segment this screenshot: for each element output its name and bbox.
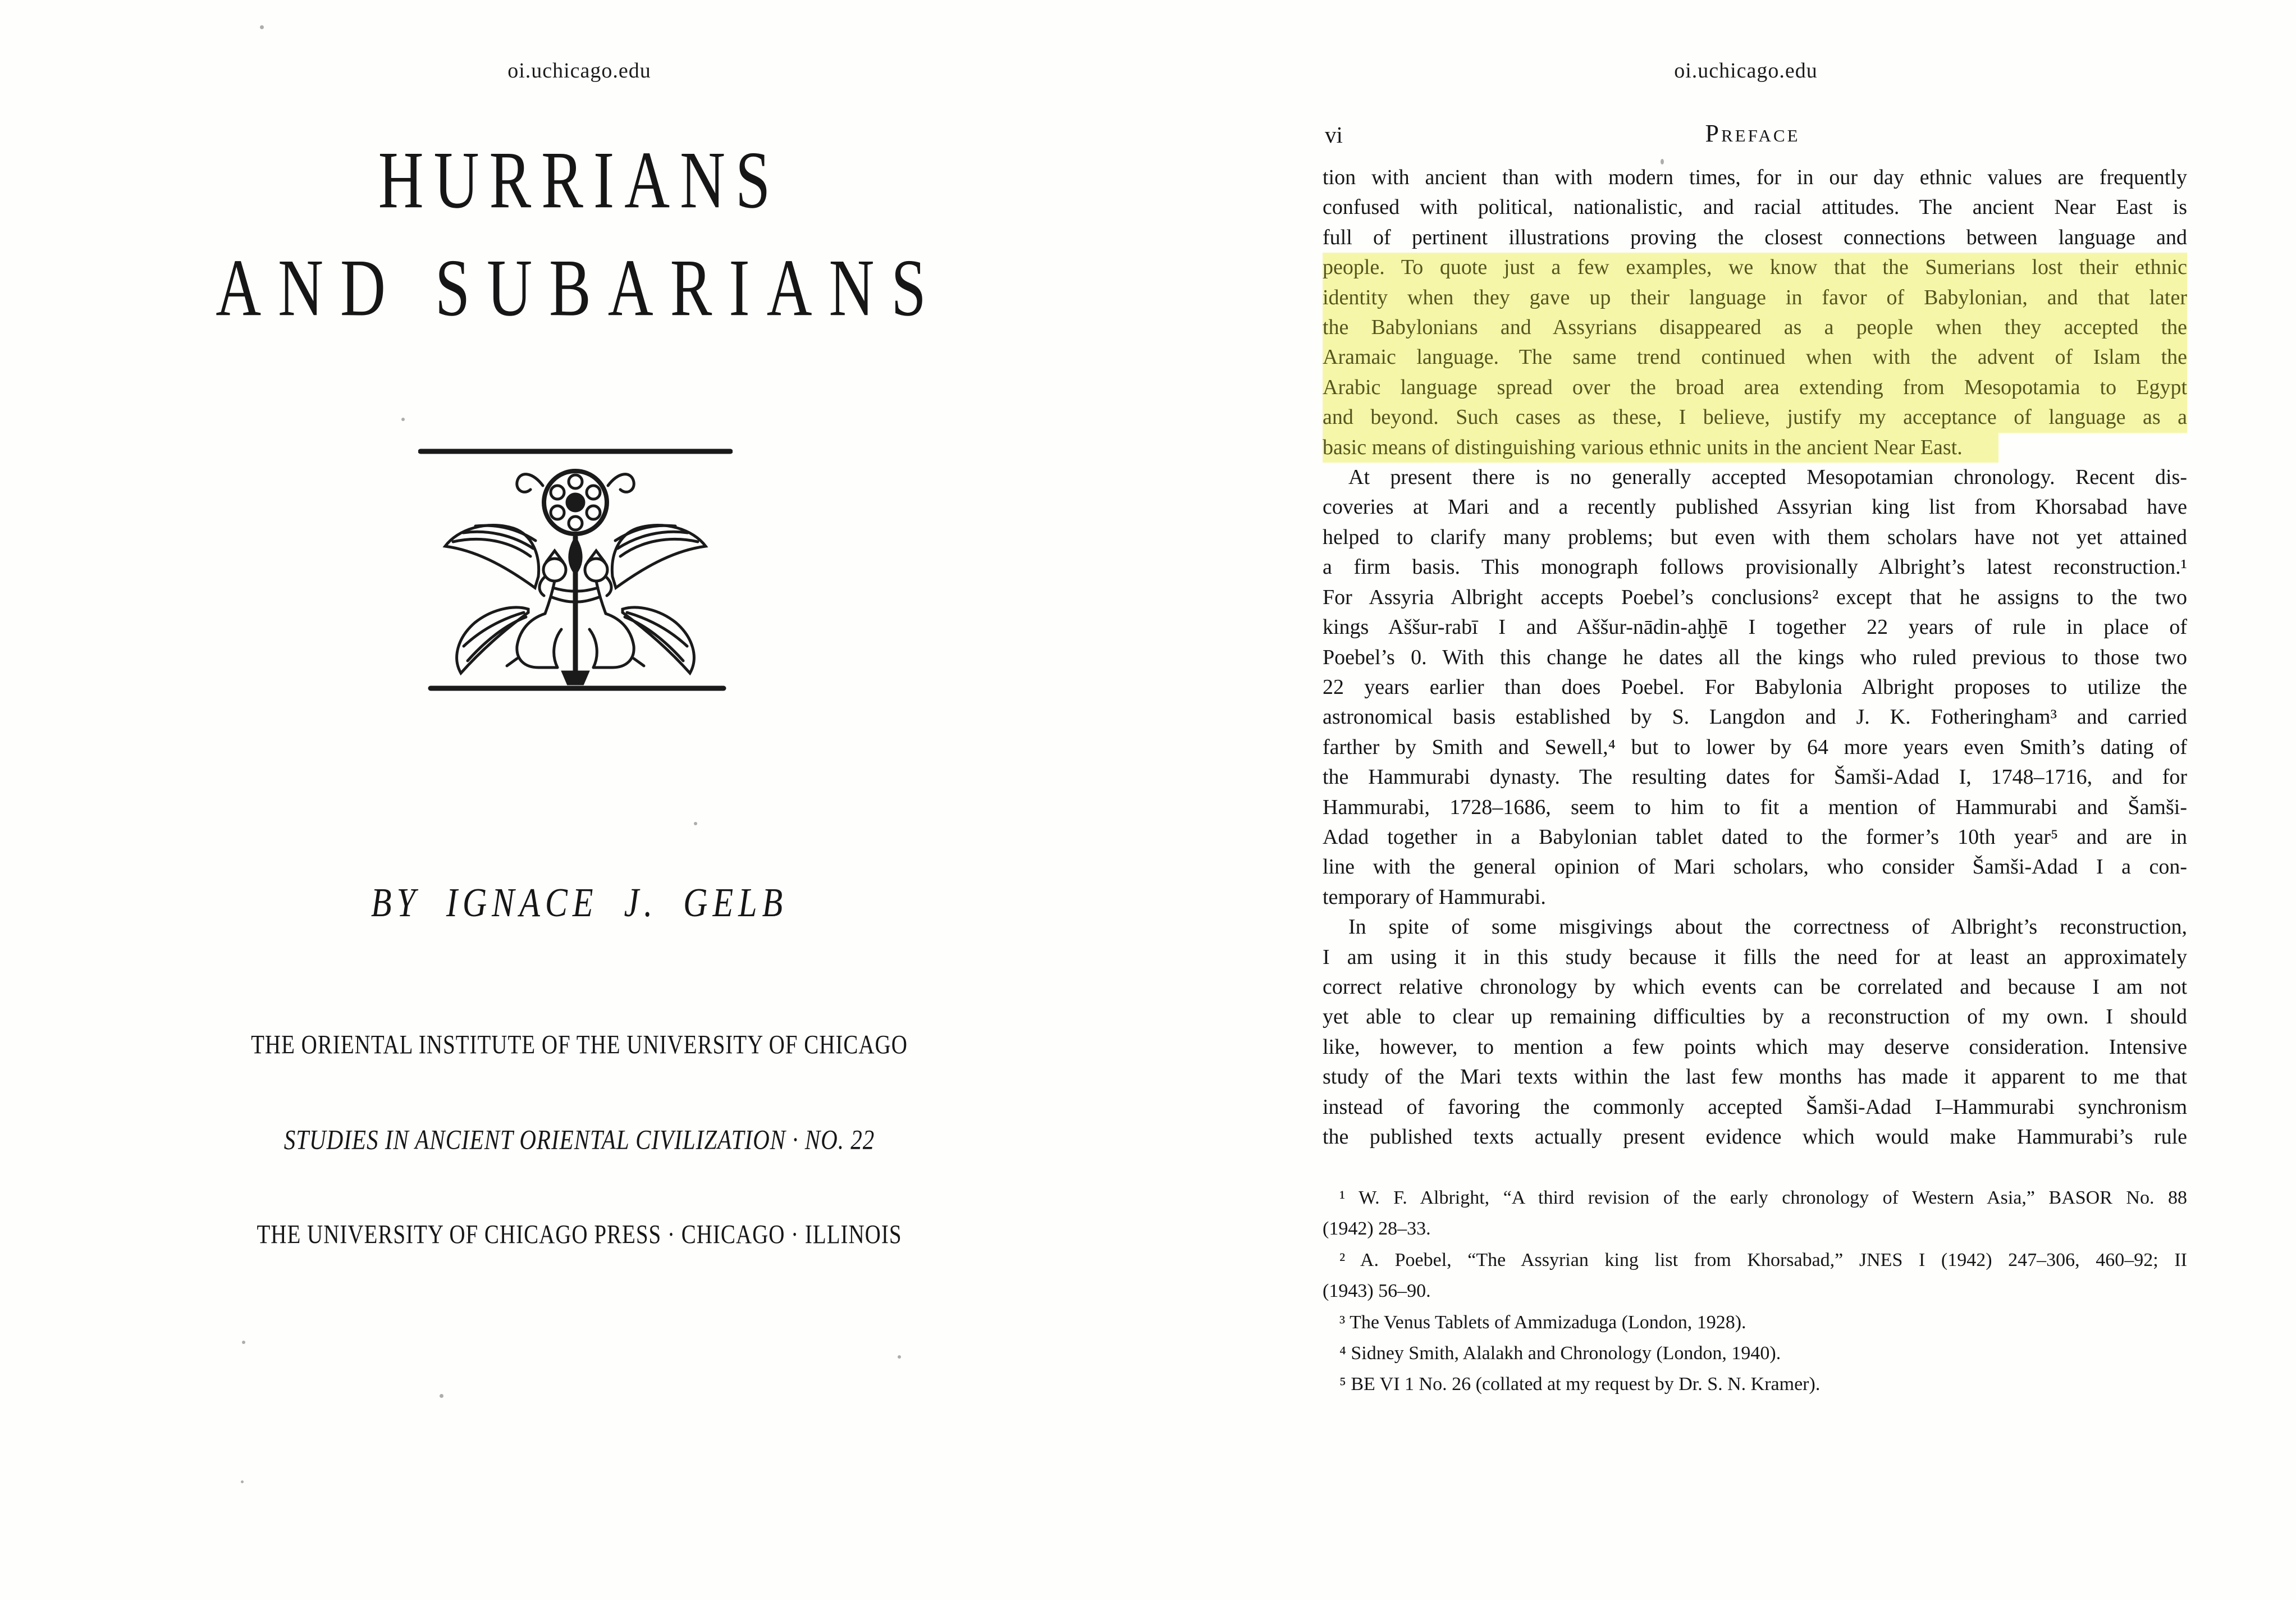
text-line: study of the Mari texts within the last few months has made it apparent to me that bbox=[1323, 1065, 2187, 1089]
scan-speck bbox=[401, 418, 405, 421]
text-line: the Hammurabi dynasty. The resulting dates for Šamši-Adad I, 1748–1716, and for bbox=[1323, 765, 2187, 789]
watermark-right: oi.uchicago.edu bbox=[1674, 59, 1818, 83]
text-line: Arabic language spread over the broad area extending from Mesopotamia to Egypt bbox=[1323, 373, 2187, 403]
text-line: ² A. Poebel, “The Assyrian king list from Khorsabad,” JNES I (1942) 247–306, 460–92; II bbox=[1339, 1249, 2187, 1270]
publisher-line: THE UNIVERSITY OF CHICAGO PRESS · CHICAGO · ILLINOIS bbox=[257, 1220, 902, 1250]
text-line bbox=[1323, 433, 2187, 463]
scan-speck bbox=[242, 1341, 245, 1344]
scan-speck bbox=[898, 1355, 901, 1359]
text-line: ⁵ BE VI 1 No. 26 (collated at my request by Dr. S. N. Kramer). bbox=[1339, 1374, 1821, 1395]
scan-speck bbox=[440, 1394, 443, 1398]
text-line: ⁴ Sidney Smith, Alalakh and Chronology (London, 1940). bbox=[1339, 1343, 1781, 1364]
text-line: confused with political, nationalistic, and racial attitudes. The ancient Near East is bbox=[1323, 195, 2187, 220]
text-line: At present there is no generally accepted Mesopotamian chronology. Recent dis- bbox=[1348, 465, 2187, 490]
text-line: a firm basis. This monograph follows provisionally Albright’s latest reconstruction.¹ bbox=[1323, 555, 2187, 579]
text-line: astronomical basis established by S. Langdon and J. K. Fotheringham³ and carried bbox=[1323, 705, 2187, 729]
series-line: STUDIES IN ANCIENT ORIENTAL CIVILIZATION · NO. 22 bbox=[283, 1123, 875, 1155]
preface-body-text bbox=[1323, 163, 2187, 1152]
text-line: yet able to clear up remaining difficulties by a reconstruction of my own. I should bbox=[1323, 1005, 2187, 1029]
text-line: kings Aššur-rabī I and Aššur-nādin-aḫḫē I together 22 years of rule in place of bbox=[1323, 615, 2187, 639]
text-line: tion with ancient than with modern times, for in our day ethnic values are frequently bbox=[1323, 166, 2187, 189]
page-number: vi bbox=[1325, 122, 1343, 148]
text-line: Poebel’s 0. With this change he dates all the kings who ruled previous to those two bbox=[1323, 645, 2187, 669]
text-line: temporary of Hammurabi. bbox=[1323, 885, 1546, 909]
text-line: people. To quote just a few examples, we know that the Sumerians lost their ethnic bbox=[1323, 253, 2187, 282]
text-line: ³ The Venus Tablets of Ammizaduga (London, 1928). bbox=[1339, 1311, 1746, 1333]
text-line: farther by Smith and Sewell,⁴ but to lower by 64 more years even Smith’s dating of bbox=[1323, 735, 2187, 759]
institute-line: THE ORIENTAL INSTITUTE OF THE UNIVERSITY OF CHICAGO bbox=[251, 1030, 908, 1060]
winged-genies-emblem-icon bbox=[418, 446, 733, 693]
text-line: like, however, to mention a few points which may deserve consideration. Intensive bbox=[1323, 1035, 2187, 1059]
author-byline: BY IGNACE J. GELB bbox=[371, 880, 788, 925]
highlighted-text: basic means of distinguishing various ethnic units in the ancient Near East. bbox=[1323, 433, 1998, 463]
text-line: Hammurabi, 1728–1686, seem to him to fit a mention of Hammurabi and Šamši- bbox=[1323, 795, 2187, 819]
text-line: coveries at Mari and a recently published Assyrian king list from Khorsabad have bbox=[1323, 495, 2187, 519]
text-line: line with the general opinion of Mari scholars, who consider Šamši-Adad I a con- bbox=[1323, 855, 2187, 879]
text-line: Adad together in a Babylonian tablet dated to the former’s 10th year⁵ and are in bbox=[1323, 825, 2187, 849]
text-line: full of pertinent illustrations proving the closest connections between language and bbox=[1323, 225, 2187, 249]
text-line: (1942) 28–33. bbox=[1323, 1218, 1431, 1240]
text-line: I am using it in this study because it fills the need for at least an approximately bbox=[1323, 945, 2187, 969]
text-line: Aramaic language. The same trend continued when with the advent of Islam the bbox=[1323, 342, 2187, 372]
preface-heading: Preface bbox=[1705, 120, 1800, 147]
text-line: and beyond. Such cases as these, I believe, justify my acceptance of language as a bbox=[1323, 403, 2187, 432]
scan-speck bbox=[1661, 159, 1664, 164]
text-line: 22 years earlier than does Poebel. For Babylonia Albright proposes to utilize the bbox=[1323, 675, 2187, 699]
text-line: ¹ W. F. Albright, “A third revision of the early chronology of Western Asia,” BASOR No. 88 bbox=[1339, 1187, 2187, 1208]
scan-speck bbox=[694, 822, 697, 825]
text-line: For Assyria Albright accepts Poebel’s conclusions² except that he assigns to the two bbox=[1323, 585, 2187, 609]
text-line: the Babylonians and Assyrians disappeared as a people when they accepted the bbox=[1323, 313, 2187, 342]
text-line: (1943) 56–90. bbox=[1323, 1281, 1431, 1302]
text-line: instead of favoring the commonly accepted Šamši-Adad I–Hammurabi synchronism bbox=[1323, 1095, 2187, 1119]
preface-footnotes bbox=[1323, 1182, 2187, 1400]
text-line: the published texts actually present evidence which would make Hammurabi’s rule bbox=[1323, 1125, 2187, 1149]
scan-speck bbox=[260, 25, 264, 29]
watermark-left: oi.uchicago.edu bbox=[507, 59, 651, 83]
text-line: identity when they gave up their language in favor of Babylonian, and that later bbox=[1323, 283, 2187, 313]
scan-speck bbox=[241, 1480, 244, 1483]
text-line: helped to clarify many problems; but even with them scholars have not yet attained bbox=[1323, 525, 2187, 549]
book-title-line1: HURRIANS bbox=[378, 135, 781, 226]
book-title-line2: AND SUBARIANS bbox=[216, 243, 943, 333]
text-line: correct relative chronology by which events can be correlated and because I am not bbox=[1323, 975, 2187, 999]
text-line: In spite of some misgivings about the correctness of Albright’s reconstruction, bbox=[1348, 915, 2187, 939]
